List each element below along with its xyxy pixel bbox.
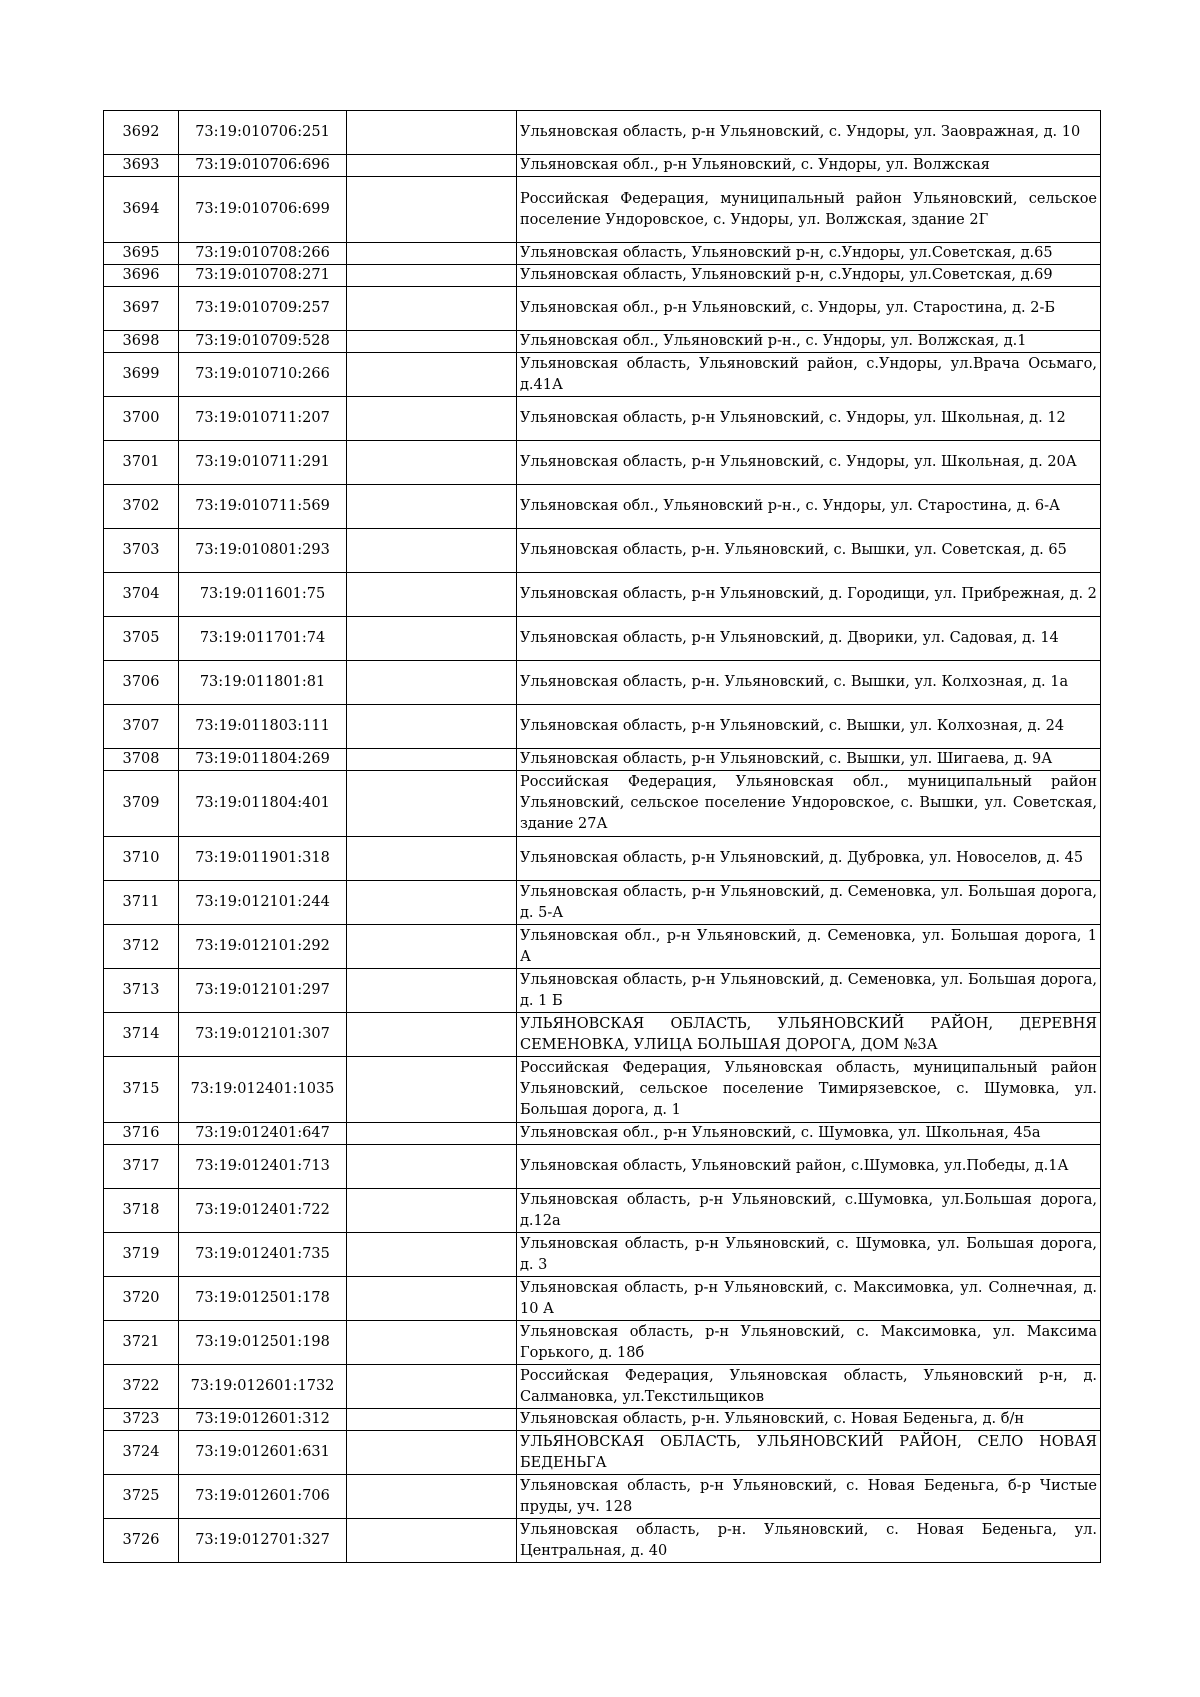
address-cell: Российская Федерация, Ульяновская обл., муниципальный район Ульяновский, сельское поселение Ундоровское, с. Вышки, ул. Советская, здание 27А	[517, 771, 1101, 837]
address-cell: Ульяновская область, р-н Ульяновский, с. Новая Беденьга, б-р Чистые пруды, уч. 128	[517, 1475, 1101, 1519]
row-number: 3719	[104, 1233, 179, 1277]
row-number: 3717	[104, 1145, 179, 1189]
table-row	[104, 573, 1101, 617]
empty-cell	[347, 1233, 517, 1277]
table-row	[104, 705, 1101, 749]
row-number: 3712	[104, 925, 179, 969]
address-cell: Ульяновская область, р-н Ульяновский, с. Вышки, ул. Колхозная, д. 24	[517, 705, 1101, 749]
address-cell: Ульяновская область, р-н Ульяновский, с.Шумовка, ул.Большая дорога, д.12а	[517, 1189, 1101, 1233]
address-cell: Ульяновская обл., р-н Ульяновский, с. Шумовка, ул. Школьная, 45а	[517, 1123, 1101, 1145]
row-number: 3700	[104, 397, 179, 441]
cadastral-number: 73:19:010709:528	[179, 331, 347, 353]
empty-cell	[347, 1277, 517, 1321]
table-row	[104, 485, 1101, 529]
cadastral-number: 73:19:012501:198	[179, 1321, 347, 1365]
empty-cell	[347, 331, 517, 353]
empty-cell	[347, 177, 517, 243]
cadastral-number: 73:19:011801:81	[179, 661, 347, 705]
address-cell: Ульяновская область, Ульяновский р-н, с.Ундоры, ул.Советская, д.69	[517, 265, 1101, 287]
row-number: 3721	[104, 1321, 179, 1365]
address-cell: Ульяновская область, Ульяновский район, с.Шумовка, ул.Победы, д.1А	[517, 1145, 1101, 1189]
registry-table-body	[104, 111, 1101, 1563]
address-cell: Ульяновская область, р-н Ульяновский, с. Ундоры, ул. Заовражная, д. 10	[517, 111, 1101, 155]
cadastral-number: 73:19:010801:293	[179, 529, 347, 573]
row-number: 3697	[104, 287, 179, 331]
row-number: 3714	[104, 1013, 179, 1057]
table-row	[104, 1277, 1101, 1321]
empty-cell	[347, 111, 517, 155]
table-row	[104, 969, 1101, 1013]
address-cell: Ульяновская область, р-н. Ульяновский, с. Новая Беденьга, ул. Центральная, д. 40	[517, 1519, 1101, 1563]
row-number: 3724	[104, 1431, 179, 1475]
row-number: 3698	[104, 331, 179, 353]
row-number: 3701	[104, 441, 179, 485]
table-row	[104, 353, 1101, 397]
row-number: 3705	[104, 617, 179, 661]
address-cell: УЛЬЯНОВСКАЯ ОБЛАСТЬ, УЛЬЯНОВСКИЙ РАЙОН, СЕЛО НОВАЯ БЕДЕНЬГА	[517, 1431, 1101, 1475]
table-row	[104, 749, 1101, 771]
address-cell: Ульяновская область, р-н Ульяновский, д. Городищи, ул. Прибрежная, д. 2	[517, 573, 1101, 617]
table-row	[104, 1123, 1101, 1145]
cadastral-number: 73:19:011804:269	[179, 749, 347, 771]
table-row	[104, 265, 1101, 287]
table-row	[104, 1233, 1101, 1277]
address-cell: Ульяновская область, Ульяновский район, с.Ундоры, ул.Врача Осьмаго, д.41А	[517, 353, 1101, 397]
empty-cell	[347, 771, 517, 837]
cadastral-number: 73:19:010706:696	[179, 155, 347, 177]
empty-cell	[347, 573, 517, 617]
row-number: 3708	[104, 749, 179, 771]
cadastral-number: 73:19:012101:307	[179, 1013, 347, 1057]
address-cell: Ульяновская область, р-н Ульяновский, д. Дворики, ул. Садовая, д. 14	[517, 617, 1101, 661]
address-cell: Ульяновская область, Ульяновский р-н, с.Ундоры, ул.Советская, д.65	[517, 243, 1101, 265]
empty-cell	[347, 925, 517, 969]
empty-cell	[347, 529, 517, 573]
empty-cell	[347, 881, 517, 925]
row-number: 3692	[104, 111, 179, 155]
cadastral-number: 73:19:010706:699	[179, 177, 347, 243]
empty-cell	[347, 243, 517, 265]
table-row	[104, 397, 1101, 441]
cadastral-number: 73:19:011803:111	[179, 705, 347, 749]
row-number: 3710	[104, 837, 179, 881]
cadastral-number: 73:19:012401:647	[179, 1123, 347, 1145]
cadastral-number: 73:19:010710:266	[179, 353, 347, 397]
row-number: 3726	[104, 1519, 179, 1563]
empty-cell	[347, 265, 517, 287]
table-row	[104, 111, 1101, 155]
table-row	[104, 1145, 1101, 1189]
cadastral-number: 73:19:012101:297	[179, 969, 347, 1013]
table-row	[104, 155, 1101, 177]
cadastral-number: 73:19:011901:318	[179, 837, 347, 881]
table-row	[104, 771, 1101, 837]
cadastral-number: 73:19:012701:327	[179, 1519, 347, 1563]
cadastral-number: 73:19:011804:401	[179, 771, 347, 837]
row-number: 3695	[104, 243, 179, 265]
table-row	[104, 617, 1101, 661]
row-number: 3716	[104, 1123, 179, 1145]
cadastral-number: 73:19:010711:207	[179, 397, 347, 441]
address-cell: Ульяновская область, р-н Ульяновский, д. Семеновка, ул. Большая дорога, д. 5-А	[517, 881, 1101, 925]
table-row	[104, 177, 1101, 243]
cadastral-number: 73:19:012601:1732	[179, 1365, 347, 1409]
cadastral-number: 73:19:010711:291	[179, 441, 347, 485]
empty-cell	[347, 1321, 517, 1365]
table-row	[104, 1057, 1101, 1123]
cadastral-number: 73:19:012401:713	[179, 1145, 347, 1189]
address-cell: Ульяновская область, р-н Ульяновский, с. Вышки, ул. Шигаева, д. 9А	[517, 749, 1101, 771]
empty-cell	[347, 441, 517, 485]
empty-cell	[347, 837, 517, 881]
cadastral-number: 73:19:012101:244	[179, 881, 347, 925]
empty-cell	[347, 1013, 517, 1057]
registry-table	[103, 110, 1101, 1563]
row-number: 3709	[104, 771, 179, 837]
cadastral-number: 73:19:010706:251	[179, 111, 347, 155]
address-cell: Ульяновская обл., р-н Ульяновский, д. Семеновка, ул. Большая дорога, 1 А	[517, 925, 1101, 969]
row-number: 3715	[104, 1057, 179, 1123]
row-number: 3694	[104, 177, 179, 243]
row-number: 3722	[104, 1365, 179, 1409]
empty-cell	[347, 969, 517, 1013]
address-cell: Ульяновская обл., р-н Ульяновский, с. Ундоры, ул. Волжская	[517, 155, 1101, 177]
table-row	[104, 1519, 1101, 1563]
table-row	[104, 1365, 1101, 1409]
address-cell: Ульяновская область, р-н. Ульяновский, с. Вышки, ул. Колхозная, д. 1а	[517, 661, 1101, 705]
row-number: 3696	[104, 265, 179, 287]
table-row	[104, 1321, 1101, 1365]
empty-cell	[347, 1475, 517, 1519]
table-row	[104, 529, 1101, 573]
row-number: 3702	[104, 485, 179, 529]
empty-cell	[347, 485, 517, 529]
cadastral-number: 73:19:010708:271	[179, 265, 347, 287]
row-number: 3704	[104, 573, 179, 617]
table-row	[104, 1475, 1101, 1519]
cadastral-number: 73:19:012401:1035	[179, 1057, 347, 1123]
address-cell: Ульяновская область, р-н Ульяновский, с. Ундоры, ул. Школьная, д. 20А	[517, 441, 1101, 485]
row-number: 3693	[104, 155, 179, 177]
empty-cell	[347, 749, 517, 771]
empty-cell	[347, 1409, 517, 1431]
empty-cell	[347, 1365, 517, 1409]
address-cell: Ульяновская обл., Ульяновский р-н., с. Ундоры, ул. Старостина, д. 6-А	[517, 485, 1101, 529]
empty-cell	[347, 1145, 517, 1189]
cadastral-number: 73:19:012601:631	[179, 1431, 347, 1475]
empty-cell	[347, 287, 517, 331]
table-row	[104, 1431, 1101, 1475]
address-cell: УЛЬЯНОВСКАЯ ОБЛАСТЬ, УЛЬЯНОВСКИЙ РАЙОН, ДЕРЕВНЯ СЕМЕНОВКА, УЛИЦА БОЛЬШАЯ ДОРОГА, ДОМ №3А	[517, 1013, 1101, 1057]
table-row	[104, 331, 1101, 353]
empty-cell	[347, 1189, 517, 1233]
table-row	[104, 441, 1101, 485]
row-number: 3723	[104, 1409, 179, 1431]
row-number: 3711	[104, 881, 179, 925]
address-cell: Российская Федерация, муниципальный район Ульяновский, сельское поселение Ундоровское, с. Ундоры, ул. Волжская, здание 2Г	[517, 177, 1101, 243]
address-cell: Ульяновская обл., Ульяновский р-н., с. Ундоры, ул. Волжская, д.1	[517, 331, 1101, 353]
empty-cell	[347, 1057, 517, 1123]
cadastral-number: 73:19:010709:257	[179, 287, 347, 331]
address-cell: Ульяновская область, р-н Ульяновский, с. Шумовка, ул. Большая дорога, д. 3	[517, 1233, 1101, 1277]
cadastral-number: 73:19:012401:722	[179, 1189, 347, 1233]
empty-cell	[347, 155, 517, 177]
address-cell: Ульяновская область, р-н. Ульяновский, с. Вышки, ул. Советская, д. 65	[517, 529, 1101, 573]
cadastral-number: 73:19:012601:706	[179, 1475, 347, 1519]
table-row	[104, 837, 1101, 881]
row-number: 3703	[104, 529, 179, 573]
address-cell: Ульяновская область, р-н. Ульяновский, с. Новая Беденьга, д. б/н	[517, 1409, 1101, 1431]
cadastral-number: 73:19:012601:312	[179, 1409, 347, 1431]
cadastral-number: 73:19:012501:178	[179, 1277, 347, 1321]
empty-cell	[347, 1123, 517, 1145]
cadastral-number: 73:19:010711:569	[179, 485, 347, 529]
row-number: 3713	[104, 969, 179, 1013]
table-row	[104, 1189, 1101, 1233]
address-cell: Ульяновская обл., р-н Ульяновский, с. Ундоры, ул. Старостина, д. 2-Б	[517, 287, 1101, 331]
table-row	[104, 881, 1101, 925]
empty-cell	[347, 1431, 517, 1475]
row-number: 3720	[104, 1277, 179, 1321]
row-number: 3718	[104, 1189, 179, 1233]
cadastral-number: 73:19:012401:735	[179, 1233, 347, 1277]
row-number: 3699	[104, 353, 179, 397]
address-cell: Ульяновская область, р-н Ульяновский, с. Ундоры, ул. Школьная, д. 12	[517, 397, 1101, 441]
address-cell: Российская Федерация, Ульяновская область, муниципальный район Ульяновский, сельское поселение Тимирязевское, с. Шумовка, ул. Большая дорога, д. 1	[517, 1057, 1101, 1123]
table-row	[104, 1409, 1101, 1431]
cadastral-number: 73:19:011601:75	[179, 573, 347, 617]
table-row	[104, 1013, 1101, 1057]
row-number: 3707	[104, 705, 179, 749]
empty-cell	[347, 705, 517, 749]
cadastral-number: 73:19:012101:292	[179, 925, 347, 969]
address-cell: Российская Федерация, Ульяновская область, Ульяновский р-н, д. Салмановка, ул.Текстильщиков	[517, 1365, 1101, 1409]
cadastral-number: 73:19:011701:74	[179, 617, 347, 661]
row-number: 3725	[104, 1475, 179, 1519]
table-row	[104, 661, 1101, 705]
empty-cell	[347, 617, 517, 661]
empty-cell	[347, 661, 517, 705]
cadastral-number: 73:19:010708:266	[179, 243, 347, 265]
address-cell: Ульяновская область, р-н Ульяновский, д. Семеновка, ул. Большая дорога, д. 1 Б	[517, 969, 1101, 1013]
table-row	[104, 287, 1101, 331]
row-number: 3706	[104, 661, 179, 705]
table-row	[104, 925, 1101, 969]
address-cell: Ульяновская область, р-н Ульяновский, д. Дубровка, ул. Новоселов, д. 45	[517, 837, 1101, 881]
empty-cell	[347, 1519, 517, 1563]
empty-cell	[347, 397, 517, 441]
empty-cell	[347, 353, 517, 397]
table-row	[104, 243, 1101, 265]
address-cell: Ульяновская область, р-н Ульяновский, с. Максимовка, ул. Солнечная, д. 10 А	[517, 1277, 1101, 1321]
address-cell: Ульяновская область, р-н Ульяновский, с. Максимовка, ул. Максима Горького, д. 18б	[517, 1321, 1101, 1365]
